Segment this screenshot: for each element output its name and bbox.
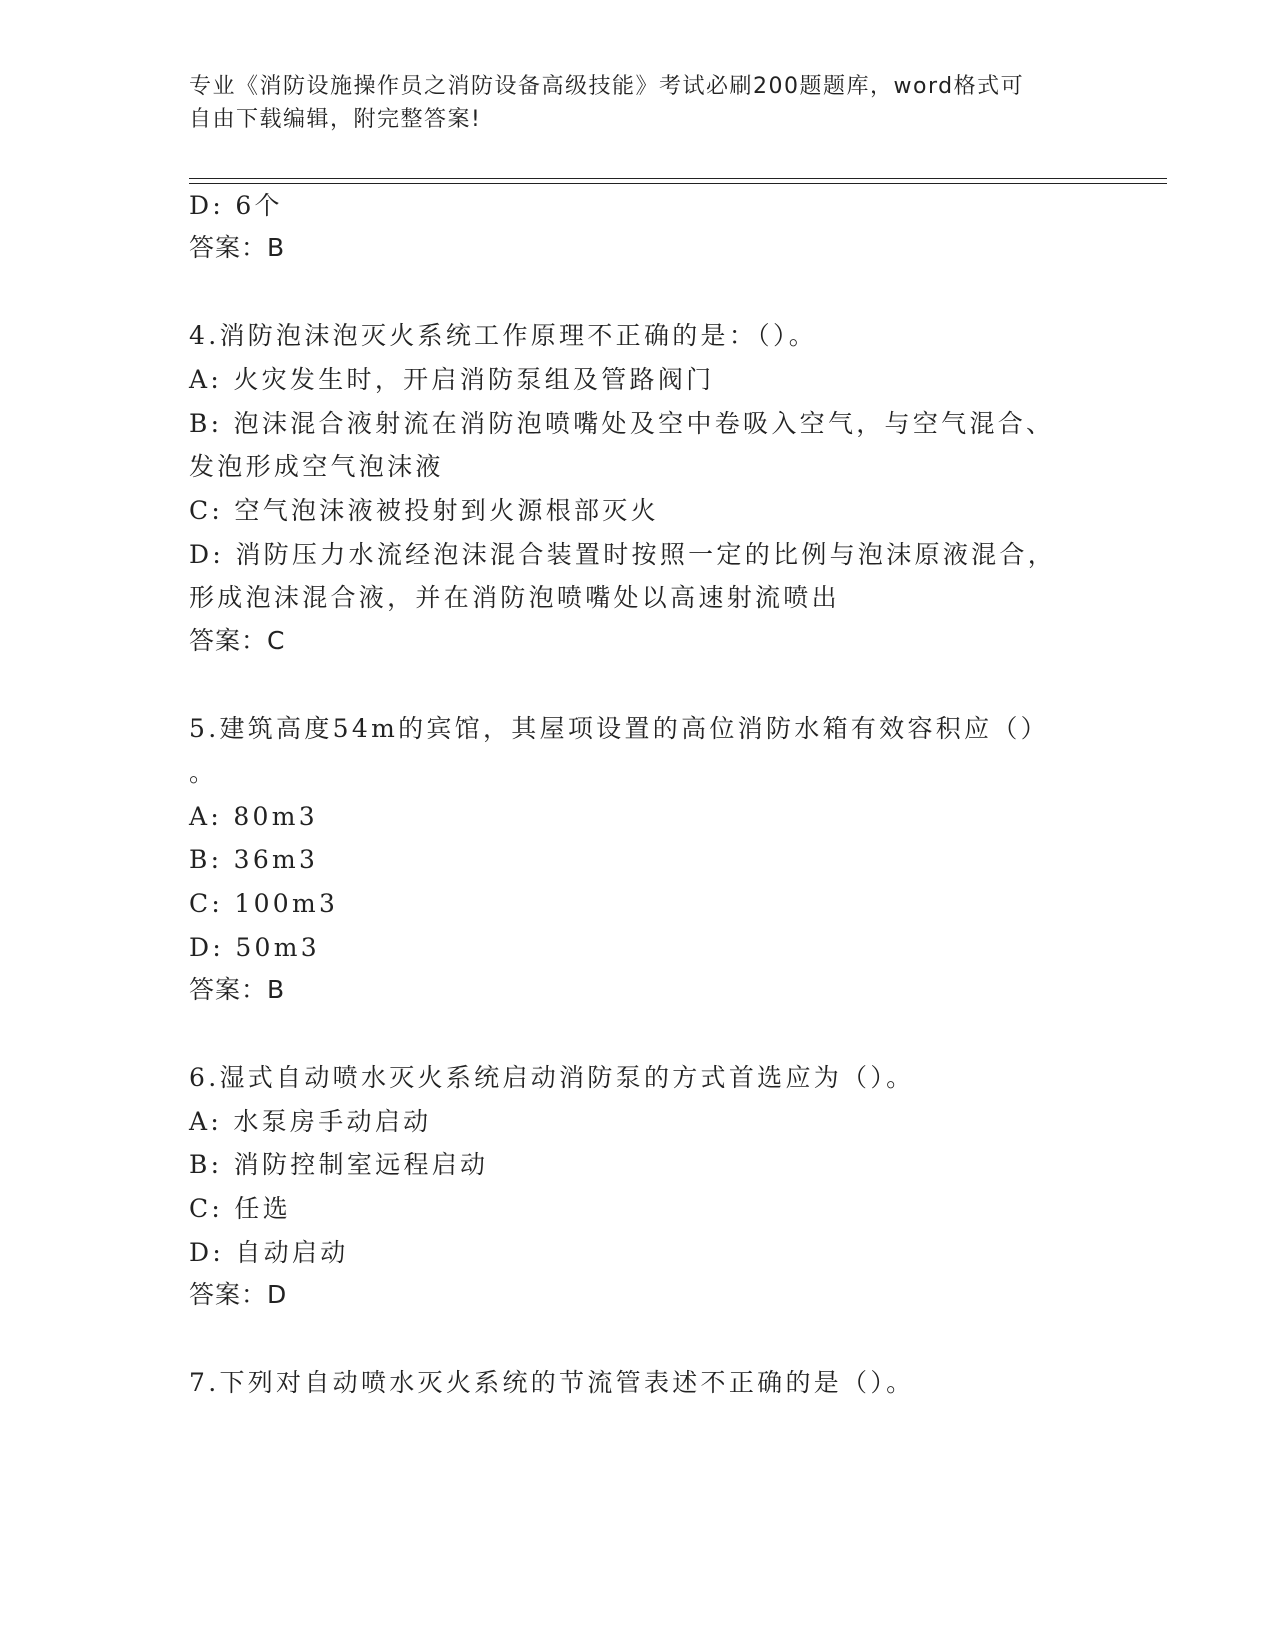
document-header (189, 70, 1089, 136)
option-d-q4: D: 消防压力水流经泡沫混合装置时按照一定的比例与泡沫原液混合， (189, 540, 1057, 569)
option-a-q5: A: 80m3 (189, 802, 318, 831)
answer-q5: 答案：B (189, 975, 286, 1004)
question-5-cont: 。 (189, 758, 218, 787)
option-c-q6: C: 任选 (189, 1194, 291, 1223)
answer-q6: 答案：D (189, 1280, 288, 1309)
option-c-q4: C: 空气泡沫液被投射到火源根部灭火 (189, 496, 659, 525)
option-b-q4: B: 泡沫混合液射流在消防泡喷嘴处及空中卷吸入空气，与空气混合、 (189, 409, 1055, 438)
option-c-q5: C: 100m3 (189, 889, 339, 918)
option-a-q6: A: 水泵房手动启动 (189, 1107, 432, 1136)
answer-q4: 答案：C (189, 626, 286, 655)
option-b-q5: B: 36m3 (189, 845, 319, 874)
header-line-1: 专业《消防设施操作员之消防设备高级技能》考试必刷200题题库，word格式可 (189, 74, 1025, 99)
question-6: 6.湿式自动喷水灭火系统启动消防泵的方式首选应为（）。 (189, 1063, 915, 1092)
question-4: 4.消防泡沫泡灭火系统工作原理不正确的是：（）。 (189, 321, 818, 350)
option-d-q4-cont: 形成泡沫混合液，并在消防泡喷嘴处以高速射流喷出 (189, 583, 840, 612)
header-rule-bottom (189, 183, 1167, 184)
question-7: 7.下列对自动喷水灭火系统的节流管表述不正确的是（）。 (189, 1368, 915, 1397)
header-line-2: 自由下载编辑，附完整答案! (189, 107, 482, 132)
header-rule-top (189, 178, 1167, 179)
option-d-q3: D: 6个 (189, 191, 283, 220)
option-a-q4: A: 火灾发生时，开启消防泵组及管路阀门 (189, 365, 715, 394)
option-d-q6: D: 自动启动 (189, 1238, 349, 1267)
question-5: 5.建筑高度54m的宾馆，其屋项设置的高位消防水箱有效容积应（） (189, 714, 1049, 743)
option-b-q6: B: 消防控制室远程启动 (189, 1150, 489, 1179)
answer-q3: 答案：B (189, 233, 286, 262)
option-d-q5: D: 50m3 (189, 933, 320, 962)
option-b-q4-cont: 发泡形成空气泡沫液 (189, 452, 444, 481)
